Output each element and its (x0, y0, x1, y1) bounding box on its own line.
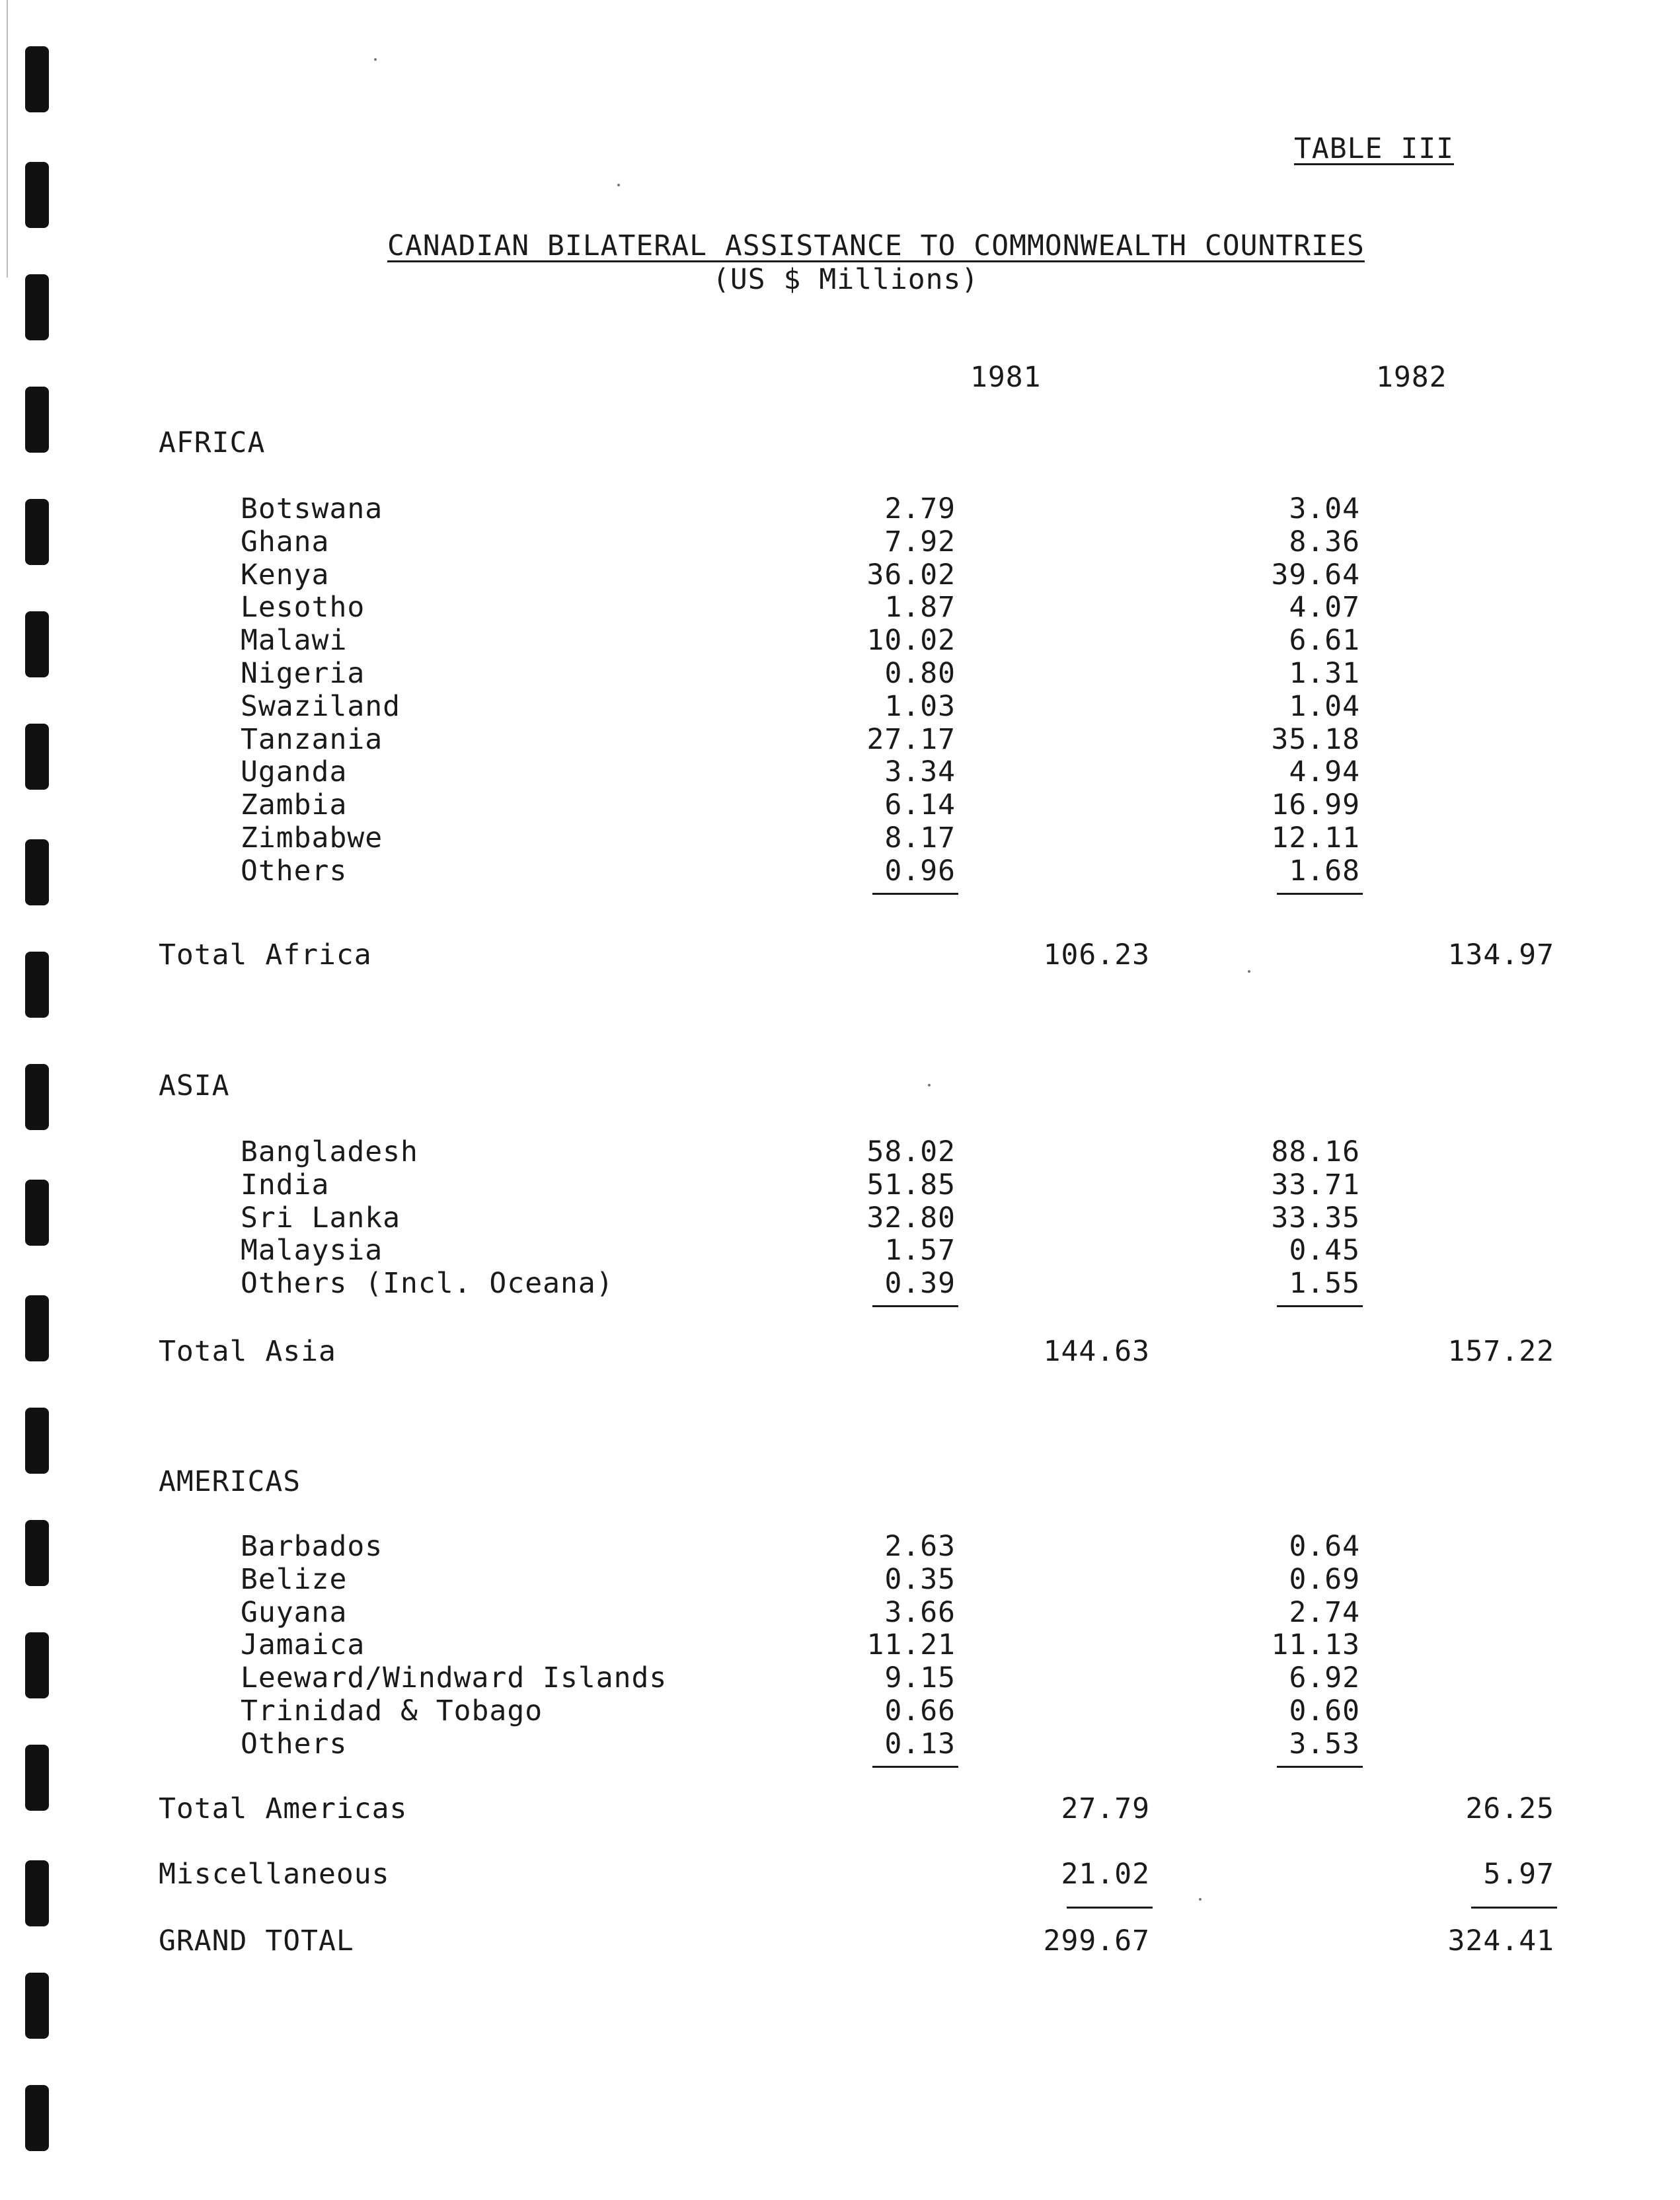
binding-hole (25, 952, 49, 1018)
value-1982: 88.16 (1271, 1135, 1360, 1168)
value-1982: 4.07 (1289, 591, 1360, 625)
value-1981: 36.02 (866, 558, 956, 591)
binding-hole (25, 499, 49, 565)
binding-hole (25, 1064, 49, 1130)
value-1981: 9.15 (884, 1661, 956, 1695)
total-1982-americas: 26.25 (1465, 1792, 1554, 1825)
country-name: Bangladesh (241, 1135, 418, 1168)
country-name: Sri Lanka (241, 1201, 401, 1234)
value-1981: 0.13 (884, 1727, 956, 1761)
country-name: Malawi (241, 624, 348, 658)
miscellaneous-label: Miscellaneous (159, 1858, 390, 1891)
value-1982: 2.74 (1289, 1595, 1360, 1629)
value-1982: 16.99 (1271, 788, 1360, 822)
value-1981: 3.66 (884, 1595, 956, 1629)
binding-hole (25, 611, 49, 677)
grand-total-rule-1981 (1067, 1907, 1153, 1909)
binding-hole (25, 1632, 49, 1698)
region-heading-africa: AFRICA (159, 426, 266, 459)
value-1981: 1.87 (884, 591, 956, 625)
value-1982: 0.60 (1289, 1694, 1360, 1727)
total-1982-africa: 134.97 (1447, 938, 1554, 971)
value-1982: 11.13 (1271, 1628, 1360, 1662)
binding-hole (25, 1745, 49, 1811)
binding-hole (25, 2085, 49, 2151)
total-label-asia: Total Asia (159, 1335, 336, 1368)
value-1981: 2.79 (884, 492, 956, 525)
table-label: TABLE III (1294, 132, 1454, 165)
table-title: CANADIAN BILATERAL ASSISTANCE TO COMMONWEALTH COUNTRIES (387, 229, 1365, 262)
binding-hole (25, 1860, 49, 1926)
value-1982: 0.64 (1289, 1530, 1360, 1563)
country-name: Tanzania (241, 722, 383, 756)
value-1981: 8.17 (884, 821, 956, 854)
country-name: Uganda (241, 755, 348, 789)
binding-hole (25, 46, 49, 112)
binding-hole (25, 387, 49, 453)
scan-speck (928, 1084, 931, 1086)
column-header-1981: 1981 (970, 361, 1042, 394)
binding-hole (25, 1180, 49, 1246)
value-1981: 11.21 (866, 1628, 956, 1662)
country-name: Zimbabwe (241, 821, 383, 854)
country-name: Others (241, 854, 348, 888)
value-1981: 10.02 (866, 624, 956, 658)
country-name: Others (Incl. Oceana) (241, 1267, 614, 1301)
value-1981: 3.34 (884, 755, 956, 789)
total-label-africa: Total Africa (159, 938, 372, 971)
total-1981-asia: 144.63 (1043, 1335, 1150, 1368)
value-1981: 7.92 (884, 525, 956, 558)
binding-hole (25, 1973, 49, 2039)
value-1982: 4.94 (1289, 755, 1360, 789)
value-1981: 2.63 (884, 1530, 956, 1563)
column-header-1982: 1982 (1376, 361, 1447, 394)
scan-speck (1248, 970, 1250, 973)
binding-hole (25, 274, 49, 340)
table-subtitle: (US $ Millions) (712, 263, 979, 296)
value-1981: 0.66 (884, 1694, 956, 1727)
country-name: Belize (241, 1562, 348, 1596)
country-name: India (241, 1168, 330, 1201)
value-1982: 33.71 (1271, 1168, 1360, 1201)
binding-hole (25, 724, 49, 790)
value-1982: 35.18 (1271, 722, 1360, 756)
binding-hole (25, 1520, 49, 1586)
value-1981: 0.35 (884, 1562, 956, 1596)
subtotal-rule-1982-asia (1277, 1305, 1363, 1307)
value-1981: 6.14 (884, 788, 956, 822)
grand-total-1982: 324.41 (1447, 1924, 1554, 1957)
value-1981: 58.02 (866, 1135, 956, 1168)
country-name: Zambia (241, 788, 348, 822)
value-1981: 1.03 (884, 689, 956, 723)
value-1981: 27.17 (866, 722, 956, 756)
value-1982: 3.53 (1289, 1727, 1360, 1761)
binding-hole (25, 162, 49, 228)
scan-speck (617, 184, 620, 186)
country-name: Jamaica (241, 1628, 365, 1662)
value-1982: 1.55 (1289, 1267, 1360, 1301)
grand-total-rule-1982 (1471, 1907, 1557, 1909)
value-1982: 0.69 (1289, 1562, 1360, 1596)
value-1981: 0.80 (884, 657, 956, 690)
binding-holes (0, 0, 79, 2200)
value-1981: 1.57 (884, 1234, 956, 1268)
margin-line (7, 0, 8, 278)
subtotal-rule-1982-africa (1277, 893, 1363, 895)
country-name: Leeward/Windward Islands (241, 1661, 668, 1695)
value-1981: 0.39 (884, 1267, 956, 1301)
value-1982: 0.45 (1289, 1234, 1360, 1268)
total-label-americas: Total Americas (159, 1792, 408, 1825)
binding-hole (25, 839, 49, 905)
region-heading-americas: AMERICAS (159, 1465, 301, 1498)
value-1982: 1.68 (1289, 854, 1360, 888)
country-name: Botswana (241, 492, 383, 525)
value-1982: 39.64 (1271, 558, 1360, 591)
subtotal-rule-1981-africa (872, 893, 958, 895)
value-1982: 6.61 (1289, 624, 1360, 658)
value-1981: 32.80 (866, 1201, 956, 1234)
total-1982-asia: 157.22 (1447, 1335, 1554, 1368)
country-name: Kenya (241, 558, 330, 591)
country-name: Barbados (241, 1530, 383, 1563)
value-1982: 33.35 (1271, 1201, 1360, 1234)
miscellaneous-1982: 5.97 (1483, 1858, 1554, 1891)
value-1982: 6.92 (1289, 1661, 1360, 1695)
country-name: Nigeria (241, 657, 365, 690)
value-1981: 51.85 (866, 1168, 956, 1201)
grand-total-1981: 299.67 (1043, 1924, 1150, 1957)
miscellaneous-1981: 21.02 (1061, 1858, 1150, 1891)
grand-total-label: GRAND TOTAL (159, 1924, 354, 1957)
subtotal-rule-1981-americas (872, 1766, 958, 1768)
total-1981-africa: 106.23 (1043, 938, 1150, 971)
country-name: Malaysia (241, 1234, 383, 1268)
scan-speck (1199, 1898, 1202, 1901)
country-name: Trinidad & Tobago (241, 1694, 543, 1727)
value-1982: 3.04 (1289, 492, 1360, 525)
value-1982: 1.31 (1289, 657, 1360, 690)
binding-hole (25, 1295, 49, 1361)
value-1982: 12.11 (1271, 821, 1360, 854)
scan-speck (374, 58, 377, 61)
total-1981-americas: 27.79 (1061, 1792, 1150, 1825)
region-heading-asia: ASIA (159, 1069, 230, 1102)
country-name: Swaziland (241, 689, 401, 723)
subtotal-rule-1981-asia (872, 1305, 958, 1307)
country-name: Lesotho (241, 591, 365, 625)
country-name: Ghana (241, 525, 330, 558)
binding-hole (25, 1408, 49, 1474)
value-1982: 1.04 (1289, 689, 1360, 723)
subtotal-rule-1982-americas (1277, 1766, 1363, 1768)
value-1981: 0.96 (884, 854, 956, 888)
country-name: Others (241, 1727, 348, 1761)
country-name: Guyana (241, 1595, 348, 1629)
value-1982: 8.36 (1289, 525, 1360, 558)
